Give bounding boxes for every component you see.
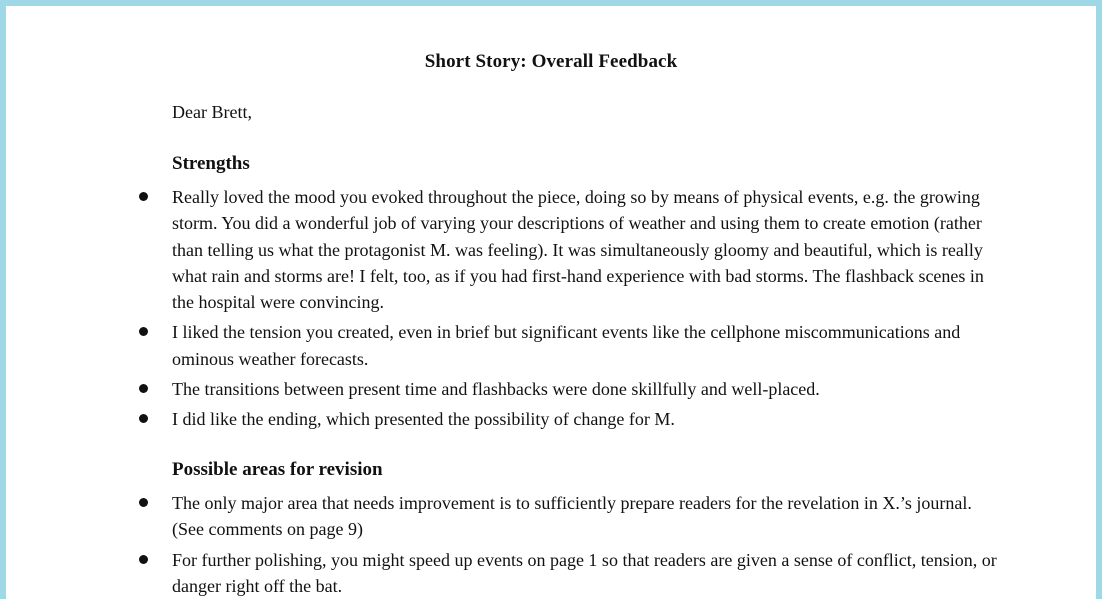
strengths-heading: Strengths bbox=[172, 153, 250, 174]
revision-heading: Possible areas for revision bbox=[172, 459, 383, 480]
document-title: Short Story: Overall Feedback bbox=[424, 51, 678, 72]
bullet-icon bbox=[139, 414, 148, 423]
bullet-icon bbox=[139, 498, 148, 507]
list-item bbox=[6, 406, 1002, 432]
list-item-text: The transitions between present time and flashbacks were done skillfully and well-placed. bbox=[172, 379, 820, 400]
list-item bbox=[6, 376, 1002, 402]
revision-list bbox=[6, 490, 1096, 599]
list-item bbox=[6, 547, 1002, 599]
list-item bbox=[6, 184, 1002, 315]
list-item-text: For further polishing, you might speed up events on page 1 so that readers are given a sense of conflict, tension, or danger right off the bat. bbox=[172, 549, 997, 596]
bullet-icon bbox=[139, 555, 148, 564]
list-item-text: I liked the tension you created, even in brief but significant events like the cellphone miscommunications and ominous weather forecasts. bbox=[172, 322, 961, 369]
list-item-text: The only major area that needs improvement is to sufficiently prepare readers for the revelation in X.’s journal. (See comments on page 9) bbox=[172, 493, 972, 540]
strengths-list bbox=[6, 184, 1096, 437]
bullet-icon bbox=[139, 384, 148, 393]
bullet-icon bbox=[139, 327, 148, 336]
bullet-icon bbox=[139, 192, 148, 201]
list-item-text: Really loved the mood you evoked throughout the piece, doing so by means of physical events, e.g. the growing storm. You did a wonderful job of varying your descriptions of weather and using them to create emotion (rather than telling us what the protagonist M. was feeling). It was simultaneously gloomy and beautiful, which is really what rain and storms are! I felt, too, as if you had first-hand experience with bad storms. The flashback scenes in the hospital were convincing. bbox=[172, 187, 984, 313]
list-item bbox=[6, 490, 1002, 543]
list-item-text: I did like the ending, which presented the possibility of change for M. bbox=[172, 409, 675, 430]
salutation: Dear Brett, bbox=[172, 102, 252, 122]
document-page bbox=[6, 6, 1096, 599]
list-item bbox=[6, 319, 1002, 372]
